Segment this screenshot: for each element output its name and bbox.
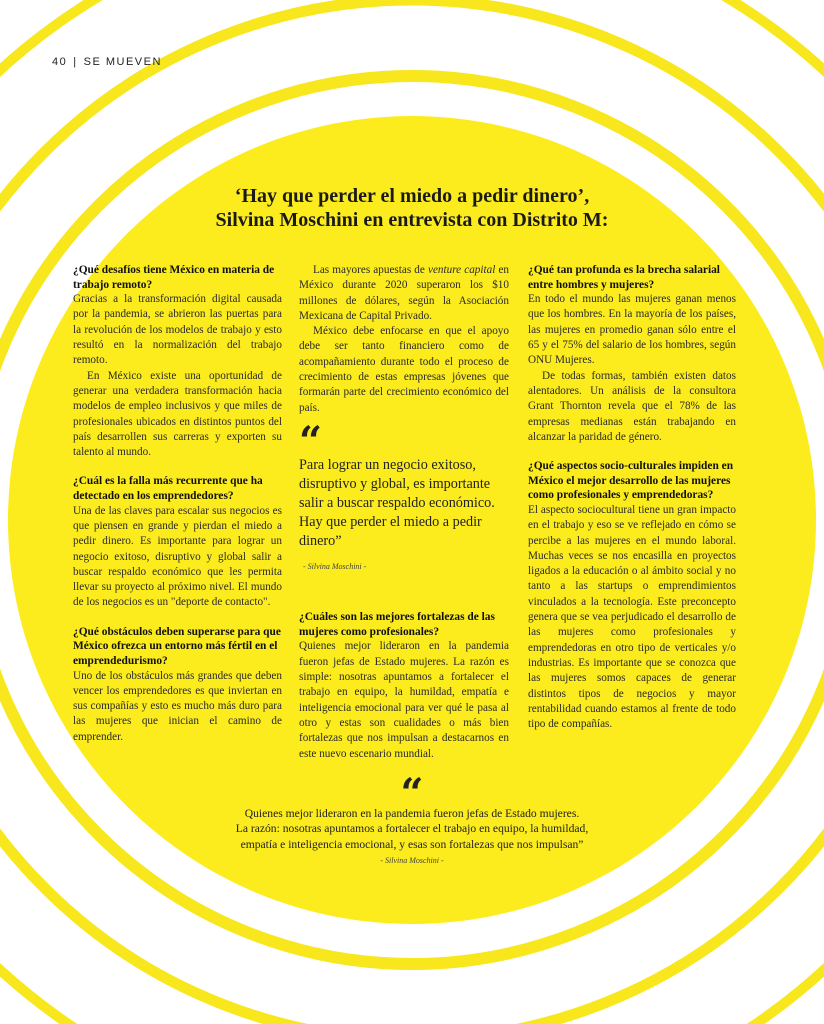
answer-paragraph: De todas formas, también existen datos alentadores. Un análisis de la consultora Grant Thornton revela que el 78% de las empresas medianas están trabajando en alcanzar la paridad de género. bbox=[528, 369, 736, 443]
page-header bbox=[52, 56, 162, 68]
column-1 bbox=[73, 263, 282, 745]
article-title bbox=[100, 184, 724, 232]
answer-paragraph: En todo el mundo las mujeres ganan menos que los hombres. En la mayoría de los países, las mujeres en promedio ganan sólo entre el 65 y el 75% del salario de los hombres, según ONU Mujeres. bbox=[528, 293, 736, 367]
title-line-1: ‘Hay que perder el miedo a pedir dinero’, bbox=[234, 185, 590, 207]
page-number: 40 bbox=[52, 56, 68, 68]
bottom-quote-text bbox=[190, 806, 634, 852]
bottom-pull-quote bbox=[190, 770, 634, 866]
answer-paragraph: México debe enfocarse en que el apoyo debe ser tanto financiero como de acompañamiento durante todo el proceso de crecimiento de estas empresas jóvenes que formarán parte del crecimiento económico del país. bbox=[299, 325, 509, 414]
answer-paragraph: Una de las claves para escalar sus negocios es que piensen en grande y pierdan el miedo a pedir dinero. Es importante para lograr un negocio exitoso, disruptivo y global salir a buscar respaldo económico que les permita llevar su proyecto al próximo nivel. El mundo de los negocios es un "deporte de contacto". bbox=[73, 504, 282, 609]
bottom-quote-line: empatía e inteligencia emocional, y esas son fortalezas que nos impulsan” bbox=[240, 837, 584, 851]
question-socio-cultural: ¿Qué aspectos socio-culturales impiden en México el mejor desarrollo de las mujeres como profesionales y emprendedoras? bbox=[528, 460, 734, 502]
answer-paragraph: En México existe una oportunidad de generar una verdadera transformación hacia modelos de empleo inclusivos y que miles de profesionales ubicados en distintos puntos del país desarrollen sus carreras y exporten su talento al mundo. bbox=[73, 369, 282, 459]
quote-mark-icon: “ bbox=[400, 770, 424, 817]
header-separator: | bbox=[73, 56, 78, 68]
answer-paragraph: Las mayores apuestas de venture capital en México durante 2020 superaron los $10 millones de dólares, según la Asociación Mexicana de Capital Privado. bbox=[299, 264, 510, 322]
bottom-quote-line: La razón: nosotras apuntamos a fortalecer el trabajo en equipo, la humildad, bbox=[235, 822, 589, 836]
bottom-quote-attribution: - Silvina Moschini - bbox=[380, 856, 444, 866]
question-women-strengths: ¿Cuáles son las mejores fortalezas de las mujeres como profesionales? bbox=[299, 611, 495, 638]
answer-paragraph: El aspecto sociocultural tiene un gran impacto en el trabajo y eso se ve reflejado en cómo se percibe a las mujeres en el mundo laboral. Muchas veces se nos encasilla en proyectos ligados a la educación o al ámbito social y no tanto a las startups o emprendimientos vinculados a la tecnología. Este preconcepto genera que se vea perjudicado el desarrollo de las mujeres como profesionales y emprendedoras en otro tipo de verticales y/o industrias. Es importante que se conozca que las mujeres somos capaces de generar distintos tipos de negocios y mayor rentabilidad cuando estamos al frente de todo tipo de compañías. bbox=[528, 503, 736, 731]
pull-quote-attribution: - Silvina Moschini - bbox=[303, 561, 367, 571]
question-remote-work: ¿Qué desafíos tiene México en materia de trabajo remoto? bbox=[73, 264, 275, 291]
title-line-2: Silvina Moschini en entrevista con Distrito M: bbox=[215, 209, 609, 231]
bottom-quote-line: Quienes mejor lideraron en la pandemia fueron jefas de Estado mujeres. bbox=[244, 807, 580, 820]
question-wage-gap: ¿Qué tan profunda es la brecha salarial entre hombres y mujeres? bbox=[528, 264, 720, 291]
quote-mark-icon: “ bbox=[299, 417, 323, 465]
answer-paragraph: Uno de los obstáculos más grandes que deben vencer los emprendedores es que inviertan en sus compañías y esto es mucho más duro para las mujeres que inician el camino de emprender. bbox=[73, 669, 282, 743]
section-name: SE MUEVEN bbox=[83, 56, 162, 68]
question-entrepreneur-failure: ¿Cuál es la falla más recurrente que ha detectado en los emprendedores? bbox=[73, 475, 263, 503]
column-3 bbox=[528, 263, 736, 732]
question-obstacles: ¿Qué obstáculos deben superarse para que México ofrezca un entorno más fértil en el emprendedurismo? bbox=[73, 625, 281, 667]
pull-quote: Para lograr un negocio exitoso, disruptivo y global, es importante salir a buscar respaldo económico. Hay que perder el miedo a pedir dinero” bbox=[299, 456, 495, 549]
answer-paragraph: Gracias a la transformación digital causada por la pandemia, se abrieron las puertas para la revolución de los modelos de trabajo y esto resultó en la normalización del trabajo remoto. bbox=[73, 293, 282, 367]
column-2 bbox=[299, 263, 509, 762]
answer-paragraph: Quienes mejor lideraron en la pandemia fueron jefas de Estado mujeres. La razón es simple: nosotras apuntamos a fortalecer el trabajo en equipo, la humildad, empatía e inteligencia emocional para ver qué le pasa al otro y estas son cualidades o más bien fortalezas que nos impulsan a destacarnos en este nuevo escenario mundial. bbox=[299, 640, 509, 760]
